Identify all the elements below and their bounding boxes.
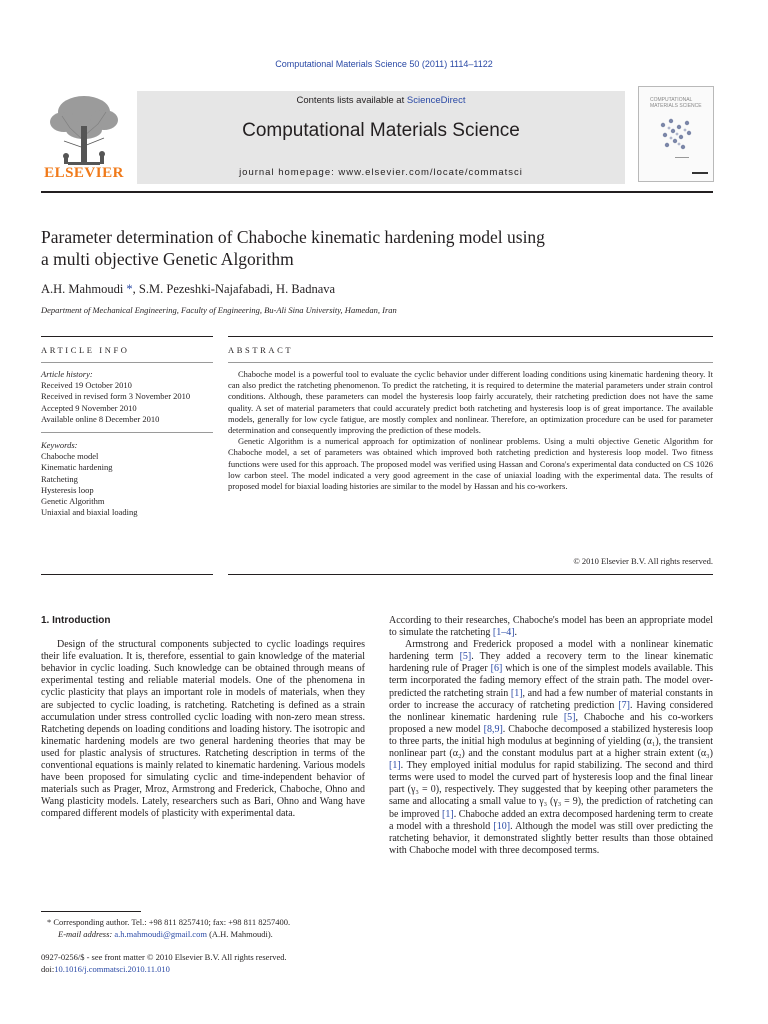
email-label: E-mail address: [58, 928, 115, 939]
article-info-sub-rule [41, 362, 213, 363]
author-list [41, 282, 335, 297]
keywords-block [41, 440, 213, 518]
cover-title: COMPUTATIONAL MATERIALS SCIENCE [650, 97, 702, 109]
cover-crystal-graphic [655, 115, 695, 155]
text-run: . Having considered the nonlinear kinematic hardening rule [389, 699, 713, 723]
keywords-label: Keywords: [41, 440, 78, 450]
title-line-2: a multi objective Genetic Algorithm [41, 249, 294, 269]
affiliation: Department of Mechanical Engineering, Faculty of Engineering, Bu-Ali Sina University, Hamedan, Iran [41, 305, 397, 315]
author-first: A.H. Mahmoudi [41, 282, 124, 296]
reference-link[interactable]: [6] [490, 663, 503, 675]
history-item: Available online 8 December 2010 [41, 413, 160, 424]
body-paragraph: Design of the structural components subjected to cyclic loadings requires their life evaluation. It is, therefore, essential to gain knowledge of the material behavior in cyclic loading. Such knowledge can be obtained through means of experimental testing and reliable material models. One of the phenomena in cyclic plasticity that plays an important role in models of materials, when they are subjected to cyclic loading, is ratcheting. Ratcheting is defined as a strain accumulation under stress controlled cyclic loading with non-zero mean stress. Ratcheting depends on loading conditions and loading history. The isotropic and kinematic hardening models are two general hardening theories that may be used for plastic analysis of structures. Ratcheting description in terms of the conventional equations is mainly related to kinematic hardening. Various models have been proposed for simulating cyclic and time-independent behavior of materials such as Prager, Mroz, Armstrong and Frederick, Chaboche, Ohno and Wang plasticity models. Lately, researchers such as Bari, Ohno and Wang have compared different models of plasticity with experimental data. [41, 639, 365, 820]
body-paragraph [389, 639, 713, 857]
article-history [41, 369, 213, 425]
header-rule [41, 191, 713, 193]
corresponding-author-note: * Corresponding author. Tel.: +98 811 8257410; fax: +98 811 8257400. [47, 917, 291, 927]
email-line [41, 929, 365, 941]
footnote [41, 917, 365, 940]
corresponding-author-link[interactable]: * [123, 282, 133, 296]
abstract-paragraph-1: Chaboche model is a powerful tool to evaluate the cyclic behavior under different loading conditions using kinematic hardening theory. It can also predict the ratcheting phenomenon. To predict the ratcheting, it is required to determine the material parameters under strain control conditions. Although, these parameters can model the hysteresis loop fairly accurately, their ratcheting prediction does not have the same quality. A set of material parameters that could accurately predict both ratcheting and hysteresis loop is of great importance. The available models, generally for low cycle fatigue, are mostly complex and nonlinear. Therefore, an optimization procedure can be used for parameter determination and consequently improving the prediction of these models. [228, 369, 713, 436]
reference-link[interactable]: [5] [563, 711, 576, 723]
history-item: Received 19 October 2010 [41, 380, 132, 391]
text-run: . Although the model was still over predicting the ratcheting behavior, it demonstrated slightly better results than those obtained with Chaboche model with three decomposed terms. [389, 820, 713, 856]
title-line-1: Parameter determination of Chaboche kinematic hardening model using [41, 227, 545, 247]
section-heading-introduction: 1. Introduction [41, 615, 111, 626]
text-run: Armstrong and Frederick proposed a model with a nonlinear kinematic hardening term [389, 639, 713, 663]
text-run: . Chaboche added an extra decomposed hardening term to create a model with a threshold [389, 808, 713, 832]
abstract-paragraph-2: Genetic Algorithm is a numerical approach for optimization of nonlinear problems. Using a multi objective Genetic Algorithm for Chaboche model, a set of parameters was obtained which improved both ratcheting prediction and hysteresis loop model. Two fitness functions were used for this approach. The proposed model was verified using Hassan and Corona's experimental data conducted on CS 1026 low carbon steel. The model indicated a very good agreement in the case of uniaxial loading with the experimental data. The results of proposed model for biaxial loading histories are similar to the model by Hassan and his co-workers. [228, 436, 713, 492]
reference-link[interactable]: [1–4] [492, 627, 515, 639]
history-item: Received in revised form 3 November 2010 [41, 391, 191, 402]
author-rest: , S.M. Pezeshki-Najafabadi, H. Badnava [132, 282, 336, 296]
journal-citation[interactable]: Computational Materials Science 50 (2011) 1114–1122 [275, 59, 493, 69]
email-link[interactable]: a.h.mahmoudi@gmail.com [114, 928, 207, 939]
cover-logo-mark [692, 172, 708, 174]
article-info-top-rule [41, 336, 213, 337]
reference-link[interactable]: [7] [618, 699, 630, 711]
contents-prefix: Contents lists available at [296, 95, 407, 106]
journal-name: Computational Materials Science [242, 120, 520, 141]
reference-link[interactable]: [1] [442, 808, 454, 820]
email-suffix: (A.H. Mahmoudi). [206, 928, 273, 939]
text-run: According to their researches, Chaboche's model has been an appropriate model to simulate the ratcheting [389, 615, 713, 639]
history-divider [41, 432, 213, 433]
doi-label: doi: [41, 963, 55, 974]
abstract-sub-rule [228, 362, 713, 363]
copyright-notice: © 2010 Elsevier B.V. All rights reserved. [573, 556, 713, 566]
history-label: Article history: [41, 369, 93, 379]
reference-link[interactable]: [5] [459, 651, 472, 663]
text-run: . [514, 627, 518, 639]
keyword-item: Hysteresis loop [41, 484, 94, 495]
sciencedirect-link[interactable]: ScienceDirect [406, 95, 466, 106]
article-info-heading: ARTICLE INFO [41, 345, 130, 355]
body-paragraph [389, 615, 713, 639]
contents-line [137, 95, 625, 106]
history-item: Accepted 9 November 2010 [41, 402, 137, 413]
abstract-heading: ABSTRACT [228, 345, 294, 355]
text-run: which is one of the simplest models available. This term incorporated the fading memory effect of the strain path. The model over-predicted the ratcheting strain [389, 663, 713, 699]
text-run: , Chaboche and his co-workers proposed a new model [389, 711, 713, 735]
reference-link[interactable]: [10] [493, 820, 511, 832]
keyword-item: Chaboche model [41, 451, 99, 462]
body-column-left [41, 615, 365, 821]
keyword-item: Uniaxial and biaxial loading [41, 507, 138, 518]
reference-link[interactable]: [1] [389, 760, 401, 772]
text-run: , and had a few number of material constants in order to increase the accuracy of ratcheting prediction [389, 687, 713, 711]
journal-homepage[interactable]: journal homepage: www.elsevier.com/locate/commatsci [239, 167, 523, 178]
text-run: . They added a recovery term to the linear kinematic hardening rule of Prager [389, 651, 714, 675]
abstract-top-rule [228, 336, 713, 337]
article-title [41, 226, 681, 270]
article-info-bottom-rule [41, 574, 213, 575]
reference-link[interactable]: [1] [510, 687, 523, 699]
body-column-right [389, 615, 713, 857]
text-run: . They employed initial modulus for rapid stabilizing. The second and third terms were used to model the curved part of hysteresis loop and the final linear part (γ₃ = 0), respectively. They suggested that by keeping other parameters the same and allocating a small value to γ₃ (γ₃ = 9), the prediction of ratcheting can be improved [389, 760, 713, 820]
elsevier-wordmark: ELSEVIER [44, 165, 124, 181]
keyword-item: Genetic Algorithm [41, 496, 105, 507]
doi-line [41, 964, 365, 976]
issn-line: 0927-0256/$ - see front matter © 2010 Elsevier B.V. All rights reserved. [41, 952, 287, 962]
footnote-rule [41, 911, 141, 912]
text-run: . Chaboche decomposed a stabilized hysteresis loop to three parts, the initial high modulus at beginning of yielding (α₁), the transient nonlinear part (α₂) and the constant modulus part at a higher strain extent (α₃) [389, 723, 713, 760]
abstract-bottom-rule [228, 574, 713, 575]
keyword-item: Ratcheting [41, 473, 78, 484]
doi-link[interactable]: 10.1016/j.commatsci.2010.11.010 [54, 963, 170, 974]
cover-mark [675, 157, 689, 158]
abstract-text [228, 369, 713, 492]
keyword-item: Kinematic hardening [41, 462, 113, 473]
reference-link[interactable]: [8,9] [483, 723, 503, 735]
issn-doi-block [41, 952, 365, 975]
